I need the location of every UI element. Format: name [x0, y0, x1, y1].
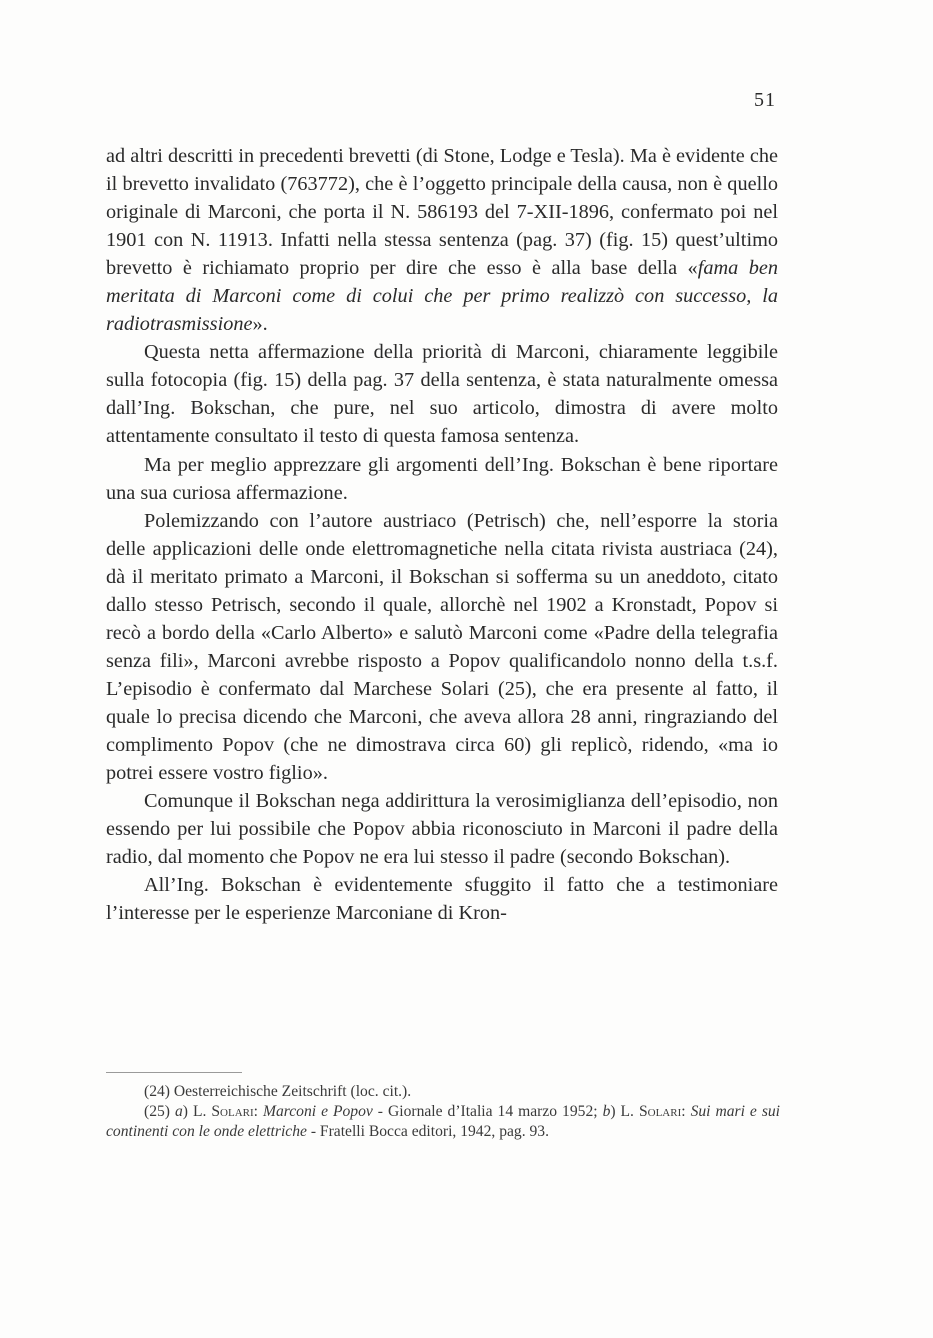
italic-text: Sui mari e sui continenti con le onde elettriche: [106, 1102, 781, 1140]
footnote: [106, 1082, 780, 1102]
text-run: ) L.: [182, 1102, 212, 1120]
text-run: ad altri descritti in precedenti brevetti (di Stone, Lodge e Tesla). Ma è evidente che il brevetto invalidato (763772), che è l’oggetto principale della causa, non è quello originale di Marconi, che porta il N. 586193 del 7-XII-1896, confermato poi nel 1901 con N. 11913. Infatti nella stessa sentenza (pag. 37) (fig. 15) quest’ultimo brevetto è richiamato proprio per dire che esso è alla base della «: [106, 145, 778, 280]
text-run: Ma per meglio apprezzare gli argomenti dell’Ing. Bokschan è bene riportare una sua curiosa affermazione.: [106, 453, 778, 504]
text-run: Questa netta affermazione della priorità di Marconi, chiaramente leggibile sulla fotocopia (fig. 15) della pag. 37 della sentenza, è stata naturalmente omessa dall’Ing. Bokschan, che pure, nel suo articolo, dimostra di avere molto attentamente consultato il testo di questa famosa sentenza.: [106, 341, 778, 448]
paragraph: [106, 871, 778, 927]
paragraph: [106, 451, 778, 507]
text-run: Polemizzando con l’autore austriaco (Petrisch) che, nell’esporre la storia delle applicazioni delle onde elettromagnetiche nella citata rivista austriaca (24), dà il meritato primato a Marconi, il Bokschan si sofferma su un aneddoto, citato dallo stesso Petrisch, secondo il quale, allorchè nel 1902 a Kronstadt, Popov si recò a bordo della «Carlo Alberto» e salutò Marconi come «Padre della telegrafia senza fili», Marconi avrebbe risposto a Popov qualificandolo nonno della t.s.f. L’episodio è confermato dal Marchese Solari (25), che era presente al fatto, il quale lo precisa dicendo che Marconi, che aveva allora 28 anni, ringraziando del complimento Popov (che ne dimostrava circa 60) gli replicò, ridendo, «ma io potrei essere vostro figlio».: [106, 509, 778, 785]
footnote: [106, 1102, 780, 1142]
text-run: (24) Oesterreichische Zeitschrift (loc. cit.).: [144, 1083, 412, 1100]
italic-text: b: [602, 1102, 611, 1120]
footnote-divider: [106, 1072, 242, 1073]
italic-text: Marconi e Popov: [262, 1102, 373, 1120]
text-run: - Giornale d’Italia 14 marzo 1952;: [372, 1102, 603, 1120]
footnotes: [106, 1082, 780, 1141]
paragraph: [106, 338, 778, 450]
text-run: ) L.: [610, 1102, 639, 1120]
author-name: Solari: [211, 1102, 254, 1120]
paragraph: [106, 507, 778, 787]
italic-text: fama ben meritata di Marconi come di colui che per primo realizzò con successo, la radiotrasmissione: [106, 257, 778, 336]
italic-text: a: [174, 1102, 183, 1120]
body-text: [106, 142, 778, 927]
text-run: Comunque il Bokschan nega addirittura la verosimiglianza dell’episodio, non essendo per lui possibile che Popov abbia riconosciuto in Marconi il padre della radio, dal momento che Popov ne era lui stesso il padre (secondo Bokschan).: [106, 790, 778, 869]
text-run: - Fratelli Bocca editori, 1942, pag. 93.: [306, 1122, 549, 1140]
text-run: :: [253, 1102, 263, 1120]
page-number: 51: [754, 89, 776, 111]
paragraph: [106, 142, 778, 338]
author-name: Solari: [638, 1102, 682, 1120]
text-run: ».: [252, 313, 268, 336]
text-run: :: [681, 1102, 691, 1120]
paragraph: [106, 787, 778, 871]
text-run: (25): [144, 1102, 175, 1120]
text-run: All’Ing. Bokschan è evidentemente sfuggito il fatto che a testimoniare l’interesse per le esperienze Marconiane di Kron-: [106, 874, 778, 925]
